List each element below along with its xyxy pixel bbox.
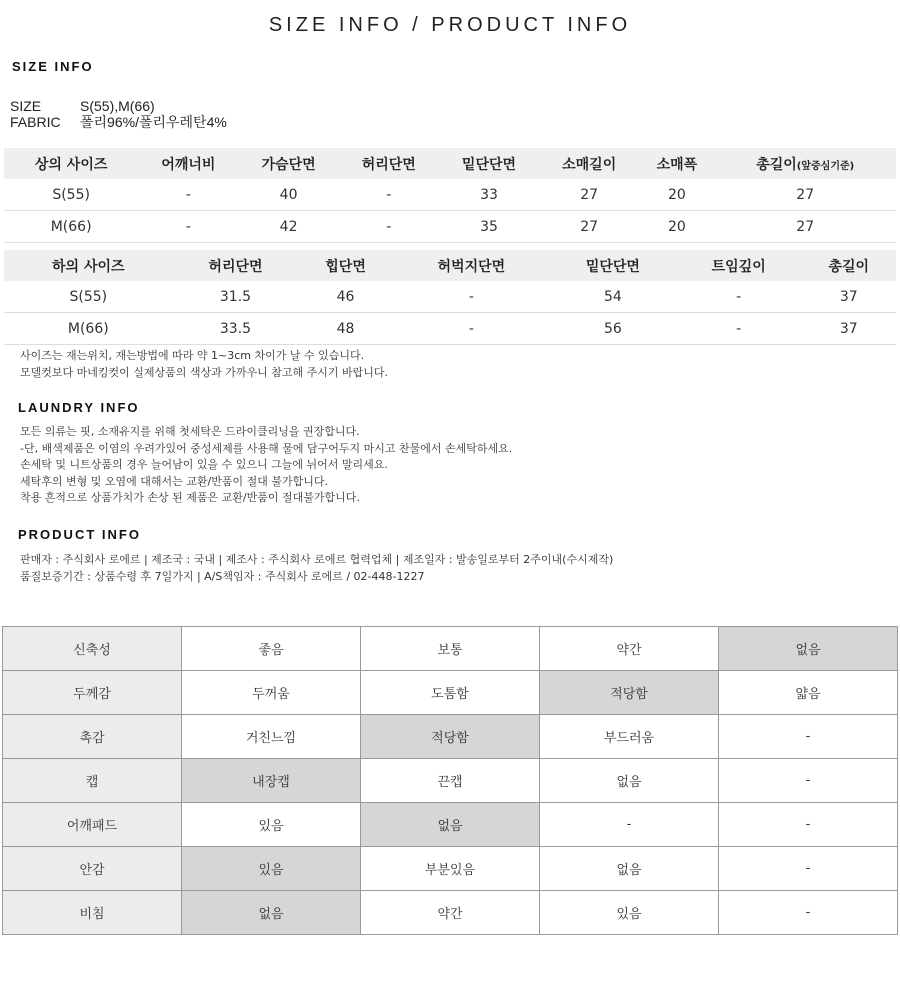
attribute-option: 있음 (182, 803, 361, 847)
table-cell: - (393, 281, 550, 313)
size-value: S(55),M(66) (80, 98, 155, 114)
bottom-col-header: 트임깊이 (676, 250, 802, 281)
bottom-col-header: 허벅지단면 (393, 250, 550, 281)
note-line: 착용 흔적으로 상품가치가 손상 된 제품은 교환/반품이 절대불가합니다. (20, 491, 360, 504)
bottom-col-header: 하의 사이즈 (4, 250, 173, 281)
attribute-option: 있음 (540, 891, 719, 935)
page-title: SIZE INFO / PRODUCT INFO (268, 14, 632, 36)
top-size-header-row (4, 148, 896, 179)
bottom-size-table (4, 250, 896, 345)
note-line: 세탁후의 변형 및 오염에 대해서는 교환/반품이 절대 불가합니다. (20, 474, 328, 488)
top-col-header: 허리단면 (339, 148, 439, 179)
attribute-option: 내장캡 (182, 759, 361, 803)
attribute-row (3, 715, 898, 759)
table-cell: S(55) (4, 179, 138, 211)
laundry-notes (20, 424, 512, 507)
attribute-option: 거친느낌 (182, 715, 361, 759)
attribute-option: 얇음 (719, 671, 898, 715)
table-cell: - (138, 211, 238, 243)
attribute-option: 좋음 (182, 627, 361, 671)
top-size-table (4, 148, 896, 243)
attribute-option: 약간 (540, 627, 719, 671)
table-cell: - (339, 211, 439, 243)
table-cell: 56 (550, 313, 676, 345)
attribute-option: 부드러움 (540, 715, 719, 759)
attribute-option: - (719, 891, 898, 935)
product-info-heading: PRODUCT INFO (18, 527, 141, 542)
attribute-option: 도톰함 (361, 671, 540, 715)
attribute-name: 비침 (3, 891, 182, 935)
attribute-option: 없음 (182, 891, 361, 935)
attribute-option: - (719, 803, 898, 847)
table-cell: 27 (539, 179, 639, 211)
top-col-header-note: (앞중심기준) (796, 160, 855, 172)
top-col-header: 가슴단면 (238, 148, 338, 179)
note-line: 손세탁 및 니트상품의 경우 늘어남이 있을 수 있으니 그늘에 뉘어서 말리세요. (20, 458, 388, 471)
table-cell: - (339, 179, 439, 211)
bottom-col-header: 힙단면 (298, 250, 392, 281)
attribute-option: 부분있음 (361, 847, 540, 891)
top-col-header: 상의 사이즈 (4, 148, 138, 179)
attribute-option: 두꺼움 (182, 671, 361, 715)
table-cell: 54 (550, 281, 676, 313)
attribute-option: 적당함 (540, 671, 719, 715)
table-cell: 35 (439, 211, 539, 243)
table-row (4, 281, 896, 313)
attribute-option: 없음 (361, 803, 540, 847)
table-row (4, 179, 896, 211)
laundry-info-heading: LAUNDRY INFO (18, 400, 140, 415)
attribute-row (3, 891, 898, 935)
top-col-header-total (714, 148, 896, 179)
note-line: -단, 배색제품은 이염의 우려가있어 중성세제를 사용해 물에 담구어두지 마시고 찬물에서 손세탁하세요. (20, 441, 513, 455)
table-cell: 40 (238, 179, 338, 211)
bottom-col-header: 총길이 (802, 250, 896, 281)
attribute-option: 없음 (540, 759, 719, 803)
top-col-header: 어깨너비 (138, 148, 238, 179)
top-col-header-label: 총길이 (756, 156, 797, 173)
note-line: 사이즈는 재는위치, 재는방법에 따라 약 1~3cm 차이가 날 수 있습니다. (20, 349, 365, 362)
attribute-option: - (719, 715, 898, 759)
table-cell: M(66) (4, 313, 173, 345)
attribute-table (2, 626, 898, 935)
table-cell: 48 (298, 313, 392, 345)
bottom-size-header-row (4, 250, 896, 281)
attribute-option: 끈캡 (361, 759, 540, 803)
attribute-option: - (719, 759, 898, 803)
table-cell: 27 (714, 211, 896, 243)
table-cell: 27 (539, 211, 639, 243)
attribute-option: - (719, 847, 898, 891)
table-cell: - (676, 313, 802, 345)
attribute-row (3, 803, 898, 847)
attribute-option: 약간 (361, 891, 540, 935)
table-cell: 20 (639, 179, 714, 211)
table-cell: 33.5 (173, 313, 299, 345)
top-col-header: 소매길이 (539, 148, 639, 179)
table-cell: 46 (298, 281, 392, 313)
table-cell: M(66) (4, 211, 138, 243)
table-cell: 27 (714, 179, 896, 211)
table-cell: 37 (802, 313, 896, 345)
top-col-header: 소매폭 (639, 148, 714, 179)
attribute-name: 촉감 (3, 715, 182, 759)
attribute-name: 안감 (3, 847, 182, 891)
attribute-option: 있음 (182, 847, 361, 891)
note-line: 판매자 : 주식회사 로에르 | 제조국 : 국내 | 제조사 : 주식회사 로에르 협력업체 | 제조일자 : 발송일로부터 2주이내(수시제작) (20, 553, 614, 566)
note-line: 모델컷보다 마네킹컷이 실제상품의 색상과 가까우니 참고해 주시기 바랍니다. (20, 365, 389, 379)
attribute-row (3, 671, 898, 715)
product-notes (20, 552, 613, 585)
bottom-col-header: 밑단단면 (550, 250, 676, 281)
table-cell: 20 (639, 211, 714, 243)
attribute-name: 어깨패드 (3, 803, 182, 847)
attribute-name: 신축성 (3, 627, 182, 671)
fabric-label: FABRIC (10, 114, 61, 130)
attribute-row (3, 627, 898, 671)
attribute-option: 보통 (361, 627, 540, 671)
table-cell: 31.5 (173, 281, 299, 313)
attribute-name: 캡 (3, 759, 182, 803)
table-cell: - (393, 313, 550, 345)
size-info-heading: SIZE INFO (12, 59, 94, 74)
attribute-name: 두께감 (3, 671, 182, 715)
fabric-row (10, 114, 227, 130)
bottom-col-header: 허리단면 (173, 250, 299, 281)
fabric-value: 폴리96%/폴리우레탄4% (80, 114, 227, 130)
table-row (4, 313, 896, 345)
table-cell: S(55) (4, 281, 173, 313)
size-label: SIZE (10, 98, 42, 114)
table-cell: 33 (439, 179, 539, 211)
table-cell: - (676, 281, 802, 313)
top-col-header: 밑단단면 (439, 148, 539, 179)
table-row (4, 211, 896, 243)
attribute-row (3, 759, 898, 803)
attribute-option: 없음 (540, 847, 719, 891)
table-cell: 42 (238, 211, 338, 243)
table-cell: 37 (802, 281, 896, 313)
attribute-option: 없음 (719, 627, 898, 671)
size-notes (20, 348, 388, 381)
note-line: 품질보증기간 : 상품수령 후 7일가지 | A/S책임자 : 주식회사 로에르 / 02-448-1227 (20, 569, 425, 583)
attribute-option: 적당함 (361, 715, 540, 759)
attribute-option: - (540, 803, 719, 847)
size-row (10, 98, 155, 114)
attribute-row (3, 847, 898, 891)
note-line: 모든 의류는 핏, 소재유지를 위해 첫세탁은 드라이클리닝을 권장합니다. (20, 425, 360, 438)
table-cell: - (138, 179, 238, 211)
